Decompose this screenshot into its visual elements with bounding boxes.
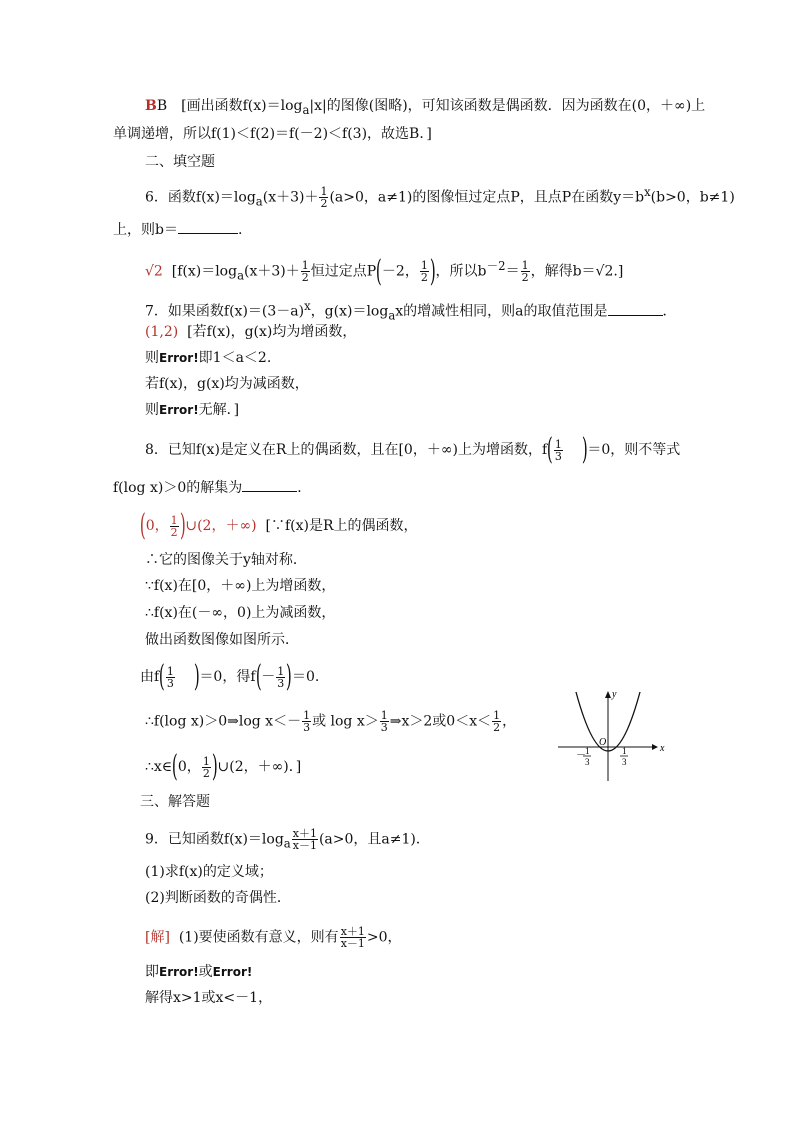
text: ∪(2，＋∞)．] [217,759,302,775]
section-solve: 三、解答题 [140,794,210,810]
y-axis-arrow [605,691,611,698]
left-tick-num: 1 [585,746,590,756]
den: 3 [277,676,285,690]
fraction-third [302,710,311,733]
text: 7．如果函数f(x)＝(3－a) [145,303,305,320]
text: [f(x)＝log [171,263,238,280]
text: 或 [198,964,213,980]
q6-answer [145,253,624,289]
den: 3 [166,676,174,690]
fraction-x-ratio [340,926,366,949]
text: ⇒x＞2或0＜x＜ [389,713,492,730]
text: f(log x)＞0的解集为 [113,480,243,496]
paren: ) [193,659,200,694]
num: 1 [202,754,210,768]
sub: a [283,836,291,851]
sup: x [304,299,311,313]
fraction-half [492,710,501,733]
text: |x|的图像(图略)，可知该函数是偶函数．因为函数在(0，＋∞)上 [309,98,706,114]
fraction-half [301,260,310,283]
text: ，解得b＝√2.] [530,263,624,280]
q9-part-1: (1)求f(x)的定义域； [145,864,273,880]
text: ，所以b [435,263,487,280]
origin-label: O [599,737,607,748]
sup: －2 [486,259,506,273]
sub: a [237,268,245,283]
den: 2 [301,271,309,285]
den: 3 [380,721,388,734]
fraction-half [170,515,179,538]
q5-answer-line-1 [145,96,705,120]
text: (x＋3)＋ [262,189,319,206]
q8-line-1 [145,432,681,467]
paren: ( [547,432,553,467]
text: ∪(2，＋∞) [185,518,257,534]
den: 3 [303,721,311,734]
text: ， [502,713,517,730]
q7-answer-3: 若f(x)，g(x)均为减函数， [145,376,309,392]
q9-part-2: (2)判断函数的奇偶性． [145,890,291,906]
solution-tag: [解] [145,929,170,946]
q8-answer-8 [145,749,302,784]
paren: ( [255,659,262,694]
paren: ) [211,749,218,784]
sub: a [302,102,310,117]
text: ． [297,480,312,496]
q8-answer-2: ∴它的图像关于y轴对称． [145,552,307,568]
paren: ) [179,508,186,543]
paren: ) [286,659,293,694]
q8-line-2 [113,478,311,498]
num: 1 [420,259,428,273]
text: 6．函数f(x)＝log [145,189,256,206]
q8-answer-7 [145,710,516,733]
text: 无解．] [198,402,240,418]
text: ∴f(log x)＞0⇒log x＜－ [145,713,302,730]
fraction-third [554,439,563,462]
q9-stem [145,828,430,853]
num: 1 [303,709,311,722]
q8-answer-3: ∵f(x)在[0，＋∞)上为增函数， [145,578,336,594]
text: 或 log x＞ [312,713,379,730]
text: 0， [177,759,201,775]
y-axis-label: y [612,689,617,700]
q8-answer-1 [139,508,418,543]
left-tick-den: 3 [585,757,590,767]
answer-blank [242,479,297,492]
paren: ( [376,253,382,289]
num: 1 [554,437,562,451]
sub: a [388,308,396,323]
paren: ) [429,253,436,289]
right-tick-num: 1 [622,746,627,756]
right-tick-den: 3 [622,757,627,767]
den: 2 [202,766,210,780]
den: 3 [554,449,562,463]
num: 1 [277,664,285,678]
num: 1 [521,259,529,273]
text: [若f(x)，g(x)均为增函数， [187,324,357,340]
fraction-half [202,756,211,779]
parabola-graph-figure [556,688,666,783]
q9-answer-1 [145,926,402,949]
text: 9．已知函数f(x)＝log [145,831,284,848]
text: ，g(x)＝log [310,303,389,320]
q6-line-2 [113,220,242,240]
text: (1)要使函数有意义，则有 [178,929,339,946]
num: x＋1 [292,827,317,840]
text: ＝0，得f [199,669,256,685]
text: (x＋3)＋ [244,263,300,280]
text: 恒过定点P [310,263,377,280]
error-field: Error! [159,351,199,365]
paren: ) [581,432,588,467]
error-field: Error! [159,403,199,417]
q7-answer-2 [145,348,271,368]
fraction-third [276,666,285,689]
text: 上，则b＝ [113,222,178,238]
answer-blank [178,221,238,234]
fraction-half [420,260,429,283]
text: . [237,222,243,238]
text: 8．已知f(x)是定义在R上的偶函数，且在[0，＋∞)上为增函数，f [145,442,548,458]
left-tick-sign: － [576,750,586,761]
q9-answer-3: 解得x>1或x<－1， [145,990,273,1006]
answer-blank [608,303,663,316]
text: 则 [145,402,159,418]
num: 1 [166,664,174,678]
fraction-third [380,710,389,733]
text: －2， [381,263,419,280]
den: x－1 [340,937,365,950]
q8-answer-4: ∴f(x)在(－∞，0)上为减函数， [145,605,336,621]
text: >0， [366,929,402,946]
sup: x [644,185,651,199]
q8-answer-5: 做出函数图像如图所示． [145,632,299,648]
den: 2 [493,721,501,734]
fraction-third [166,666,175,689]
q5-answer-line-2: 单调递增，所以f(1)＜f(2)＝f(－2)＜f(3)，故选B．] [113,126,432,142]
text: (b>0，b≠1) [650,189,735,206]
q5-answer-letter: B [145,98,157,114]
fraction-x-ratio [292,828,318,851]
num: x＋1 [340,925,365,938]
error-field: Error! [212,965,253,979]
text: 则 [145,350,159,366]
text: 由f [140,669,160,685]
text: 0， [145,518,169,534]
text: ∴x∈ [145,759,173,775]
answer: (1,2) [145,324,179,340]
paren: ( [139,508,146,543]
error-field: Error! [159,965,199,979]
text: ＝ [505,263,520,280]
num: 1 [170,513,178,527]
q8-answer-6: 由f( $\frac{1}{3}$ )＝0，得f(－ $\frac{1}{3}$ )＝0. [140,659,320,694]
section-fill-blank: 二、填空题 [145,154,215,170]
answer [139,508,257,543]
text: 即 [145,964,159,980]
text: 即1＜a＜2. [198,350,272,366]
x-axis-label: x [660,743,665,754]
text: (a>0，且a≠1)． [318,831,430,848]
den: x－1 [292,839,317,852]
q9-answer-2 [145,962,252,982]
paren: ( [159,659,165,694]
den: 2 [420,271,428,285]
fraction-half [319,186,328,209]
den: 2 [170,525,178,539]
x-axis-arrow [652,744,658,750]
text: ＝0. [291,669,320,685]
answer: √2 [145,263,163,280]
q7-answer-4 [145,400,239,420]
text: [∵f(x)是R上的偶函数， [265,518,418,534]
text: ． [662,303,677,320]
num: 1 [320,185,328,199]
num: 1 [380,709,388,722]
fraction-half [521,260,530,283]
text: (a>0，a≠1)的图像恒过定点P，且点P在函数y＝b [329,189,645,206]
q6-line-1 [145,182,735,211]
sub: a [255,194,263,209]
num: 1 [301,259,309,273]
text: ＝0，则不等式 [587,442,681,458]
den: 2 [320,197,328,211]
num: 1 [493,709,501,722]
q7-answer-1 [145,322,356,342]
text: x的增减性相同，则a的取值范围是 [395,303,608,320]
den: 2 [521,271,529,285]
paren: ( [172,749,178,784]
text: B [画出函数f(x)＝log [156,98,303,114]
